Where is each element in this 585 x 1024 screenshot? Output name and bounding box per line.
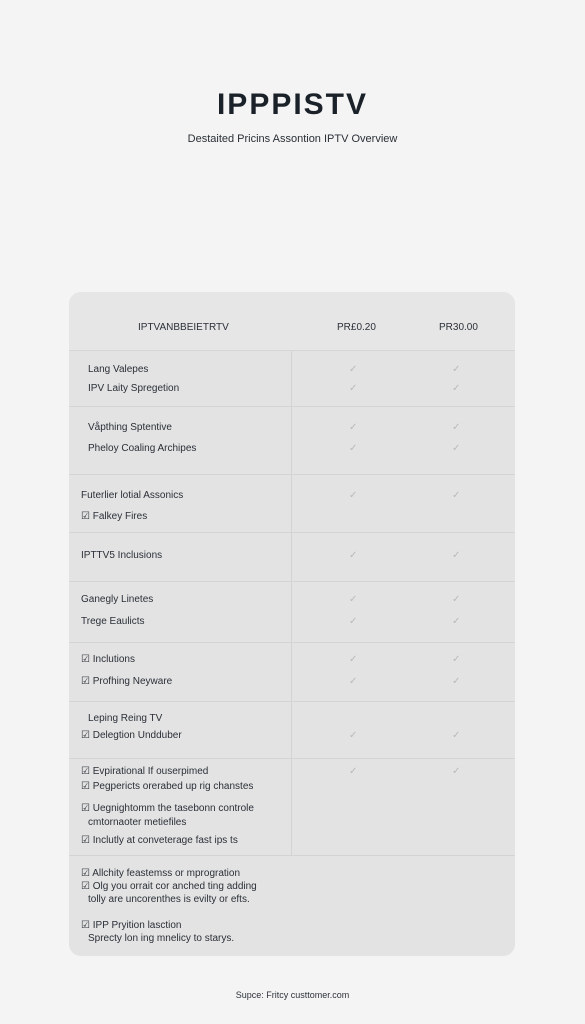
note-text: tolly are uncorenthes is evilty or efts. [88, 894, 250, 905]
check-icon: ✓ [452, 730, 461, 741]
plan-header-1: PR£0.20 [337, 322, 376, 333]
note-text: ☑ IPP Pryition lasction [81, 920, 182, 931]
page-subtitle: Destaited Pricins Assontion IPTV Overview [187, 133, 398, 145]
check-icon: ✓ [349, 490, 358, 501]
check-icon: ✓ [349, 364, 358, 375]
check-icon: ✓ [349, 383, 358, 394]
table-section [69, 351, 515, 407]
feature-label: Trege Eaulicts [81, 616, 145, 627]
feature-label: ☑ Falkey Fires [81, 511, 148, 522]
table-section [69, 702, 515, 759]
check-icon: ✓ [349, 654, 358, 665]
plan-header-2: PR30.00 [439, 322, 478, 333]
check-icon: ✓ [452, 616, 461, 627]
check-icon: ✓ [349, 422, 358, 433]
feature-label: Pheloy Coaling Archipes [88, 443, 197, 454]
note-text: ☑ Allchity feastemss or mprogration [81, 868, 241, 879]
feature-label: ☑ Inclutions [81, 654, 135, 665]
table-section [69, 582, 515, 643]
check-icon: ✓ [452, 676, 461, 687]
feature-label: ☑ Inclutly at conveterage fast ips ts [81, 835, 238, 846]
note-text: ☑ Olg you orrait cor anched ting adding [81, 881, 257, 892]
table-section [69, 533, 515, 582]
feature-label: Lang Valepes [88, 364, 149, 375]
feature-label: IPV Laity Spregetion [88, 383, 180, 394]
check-icon: ✓ [452, 490, 461, 501]
check-icon: ✓ [452, 594, 461, 605]
table-header [69, 292, 515, 351]
check-icon: ✓ [452, 550, 461, 561]
check-icon: ✓ [452, 364, 461, 375]
note-text: Sprecty lon ing mnelicy to starys. [88, 933, 235, 944]
check-icon: ✓ [349, 676, 358, 687]
check-icon: ✓ [349, 766, 358, 777]
source-caption: Supce: Fritcy custtomer.com [235, 990, 350, 1000]
feature-label: Ganegly Linetes [81, 594, 154, 605]
table-section [69, 759, 515, 856]
table-section [69, 643, 515, 702]
feature-label: cmtornaoter metiefiles [88, 817, 187, 828]
check-icon: ✓ [452, 766, 461, 777]
page-title: IPPPISTV [216, 88, 369, 121]
feature-label: Futerlier lotial Assonics [81, 490, 184, 501]
feature-label: Våpthing Sptentive [88, 422, 172, 433]
pricing-table [69, 292, 515, 956]
table-notes [69, 856, 515, 956]
feature-label: ☑ Pegpericts orerabed up rig chanstes [81, 781, 254, 792]
check-icon: ✓ [349, 443, 358, 454]
check-icon: ✓ [452, 422, 461, 433]
check-icon: ✓ [349, 730, 358, 741]
feature-label: ☑ Uegnightomm the tasebonn controle [81, 803, 254, 814]
check-icon: ✓ [349, 616, 358, 627]
check-icon: ✓ [349, 594, 358, 605]
feature-column-header: IPTVANBBEIETRTV [138, 322, 229, 333]
check-icon: ✓ [452, 654, 461, 665]
check-icon: ✓ [349, 550, 358, 561]
table-section [69, 407, 515, 475]
check-icon: ✓ [452, 383, 461, 394]
feature-label: ☑ Profhing Neyware [81, 676, 173, 687]
table-section [69, 475, 515, 533]
feature-label: ☑ Evpirational If ouserpimed [81, 766, 209, 777]
feature-label: IPTTV5 Inclusions [81, 550, 163, 561]
check-icon: ✓ [452, 443, 461, 454]
feature-label: ☑ Delegtion Undduber [81, 730, 182, 741]
feature-label: Leping Reing TV [88, 713, 163, 724]
